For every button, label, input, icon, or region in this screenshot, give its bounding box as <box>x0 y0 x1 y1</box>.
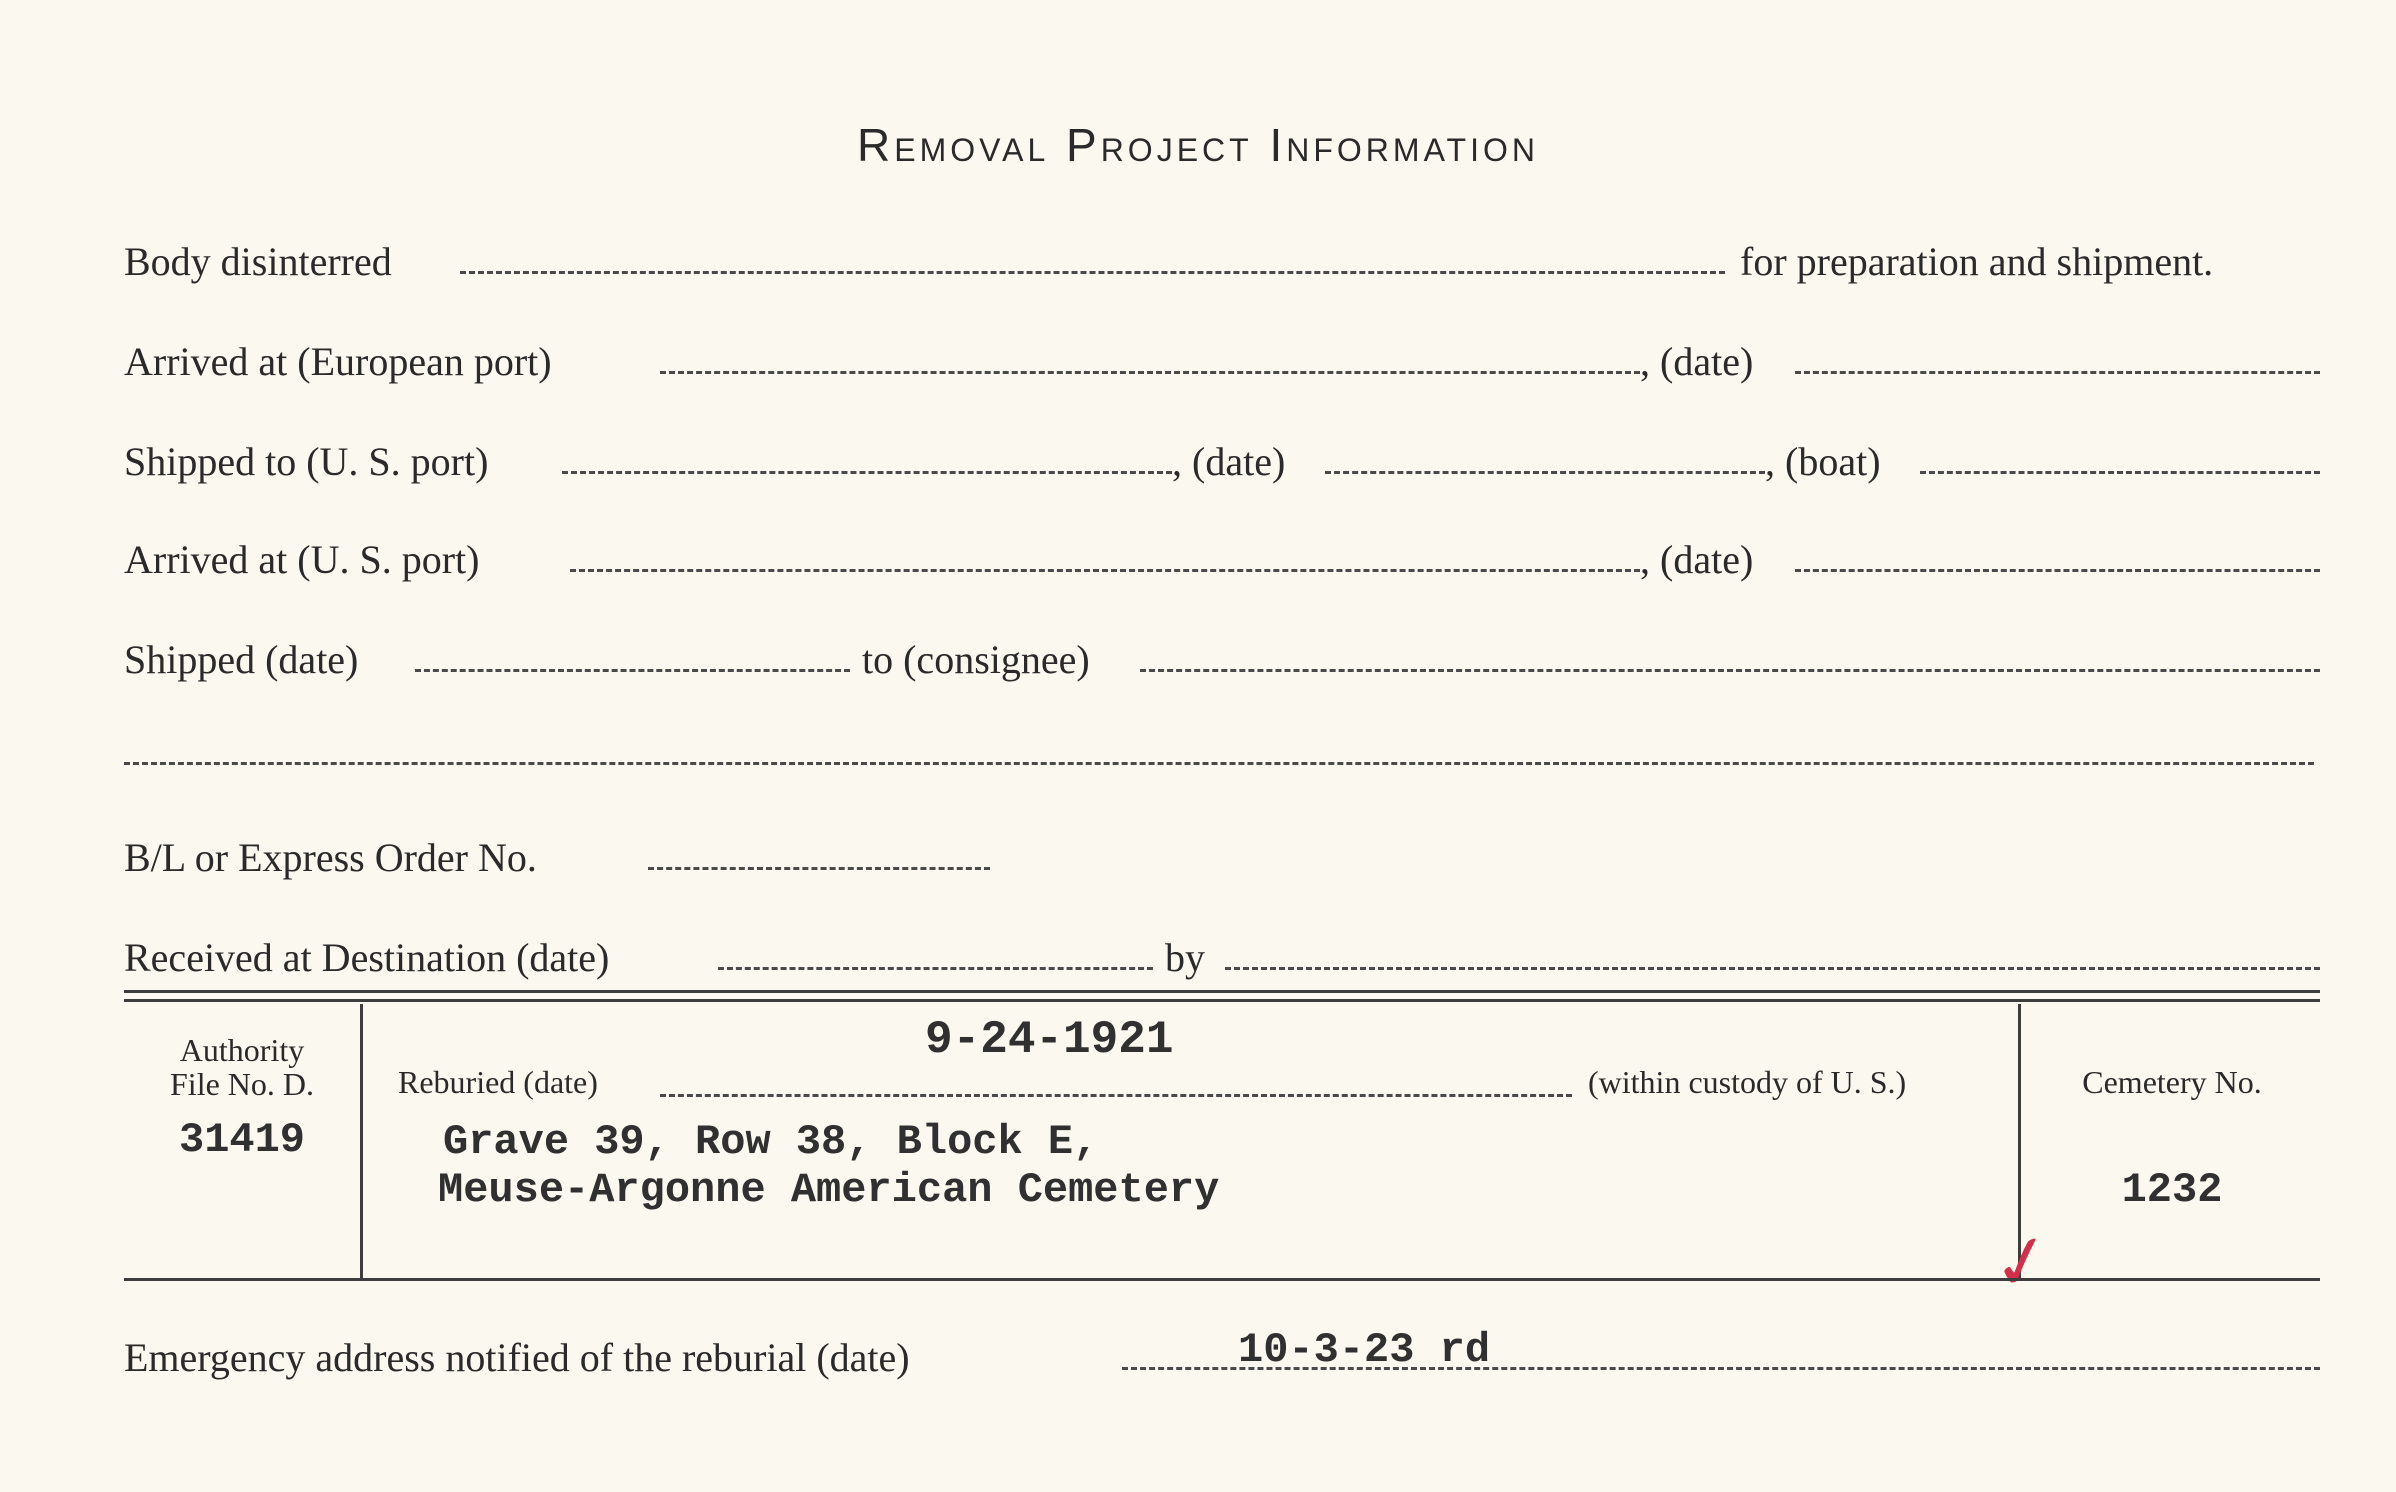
shipped-date-label: Shipped (date) <box>124 637 359 682</box>
row-body-disinterred <box>0 222 2396 282</box>
section-double-rule-top <box>124 990 2320 993</box>
date-label-1: , (date) <box>1640 339 1754 384</box>
body-disinterred-line <box>460 271 1725 274</box>
boat-label: , (boat) <box>1765 439 1881 484</box>
received-date-line <box>718 967 1153 970</box>
consignee-line <box>1140 669 2320 672</box>
custody-label: (within custody of U. S.) <box>1588 1064 1907 1100</box>
reburied-date-line <box>660 1094 1572 1097</box>
shipped-us-port-label: Shipped to (U. S. port) <box>124 439 489 484</box>
european-date-line <box>1795 371 2320 374</box>
section-bottom-rule <box>124 1278 2320 1281</box>
body-disinterred-label: Body disinterred <box>124 239 392 284</box>
boat-line <box>1920 471 2320 474</box>
cemetery-number-label: Cemetery No. <box>2082 1064 2262 1100</box>
cemetery-number-value: 1232 <box>2121 1166 2223 1214</box>
row-bl-express <box>0 818 2396 878</box>
bl-express-line <box>648 867 990 870</box>
row-received-destination <box>0 918 2396 978</box>
row-shipped-consignee <box>0 620 2396 680</box>
section-double-rule-bottom <box>124 999 2320 1002</box>
for-preparation-label: for preparation and shipment. <box>1740 239 2214 284</box>
shipped-date-line <box>1325 471 1765 474</box>
handwritten-check-mark: ✓ <box>1983 1214 2061 1310</box>
row-arrived-us-port <box>0 520 2396 580</box>
arrived-european-port-label: Arrived at (European port) <box>124 339 552 384</box>
date-label-3: , (date) <box>1640 537 1754 582</box>
reburied-date-label: Reburied (date) <box>398 1064 598 1100</box>
card-title: Removal Project Information <box>857 119 1539 171</box>
authority-file-number: 31419 <box>178 1116 306 1164</box>
authority-label-1: Authority <box>179 1032 305 1068</box>
european-port-line <box>660 371 1640 374</box>
grave-location-line-2: Meuse-Argonne American Cemetery <box>438 1166 1220 1214</box>
shipped-date-value-line <box>415 669 850 672</box>
row-arrived-european-port <box>0 322 2396 382</box>
reburied-date-value: 9-24-1921 <box>925 1014 1174 1066</box>
us-port-line <box>562 471 1172 474</box>
consignee-label: to (consignee) <box>862 637 1090 682</box>
arrived-us-port-line <box>570 569 1640 572</box>
received-destination-label: Received at Destination (date) <box>124 935 610 980</box>
grave-location-line-1: Grave 39, Row 38, Block E, <box>443 1118 1099 1166</box>
bl-express-label: B/L or Express Order No. <box>124 835 537 880</box>
row-shipped-us-port <box>0 422 2396 482</box>
row-emergency-address <box>0 1318 2396 1378</box>
consignee-continuation-line <box>124 762 2314 765</box>
date-label-2: , (date) <box>1172 439 1286 484</box>
authority-label-2: File No. D. <box>170 1066 314 1102</box>
authority-divider <box>360 1004 363 1278</box>
arrived-us-date-line <box>1795 569 2320 572</box>
emergency-address-label: Emergency address notified of the reburial (date) <box>124 1335 910 1380</box>
by-line <box>1225 967 2320 970</box>
emergency-address-date: 10-3-23 rd <box>1238 1326 1491 1374</box>
arrived-us-port-label: Arrived at (U. S. port) <box>124 537 480 582</box>
by-label: by <box>1165 935 1205 980</box>
